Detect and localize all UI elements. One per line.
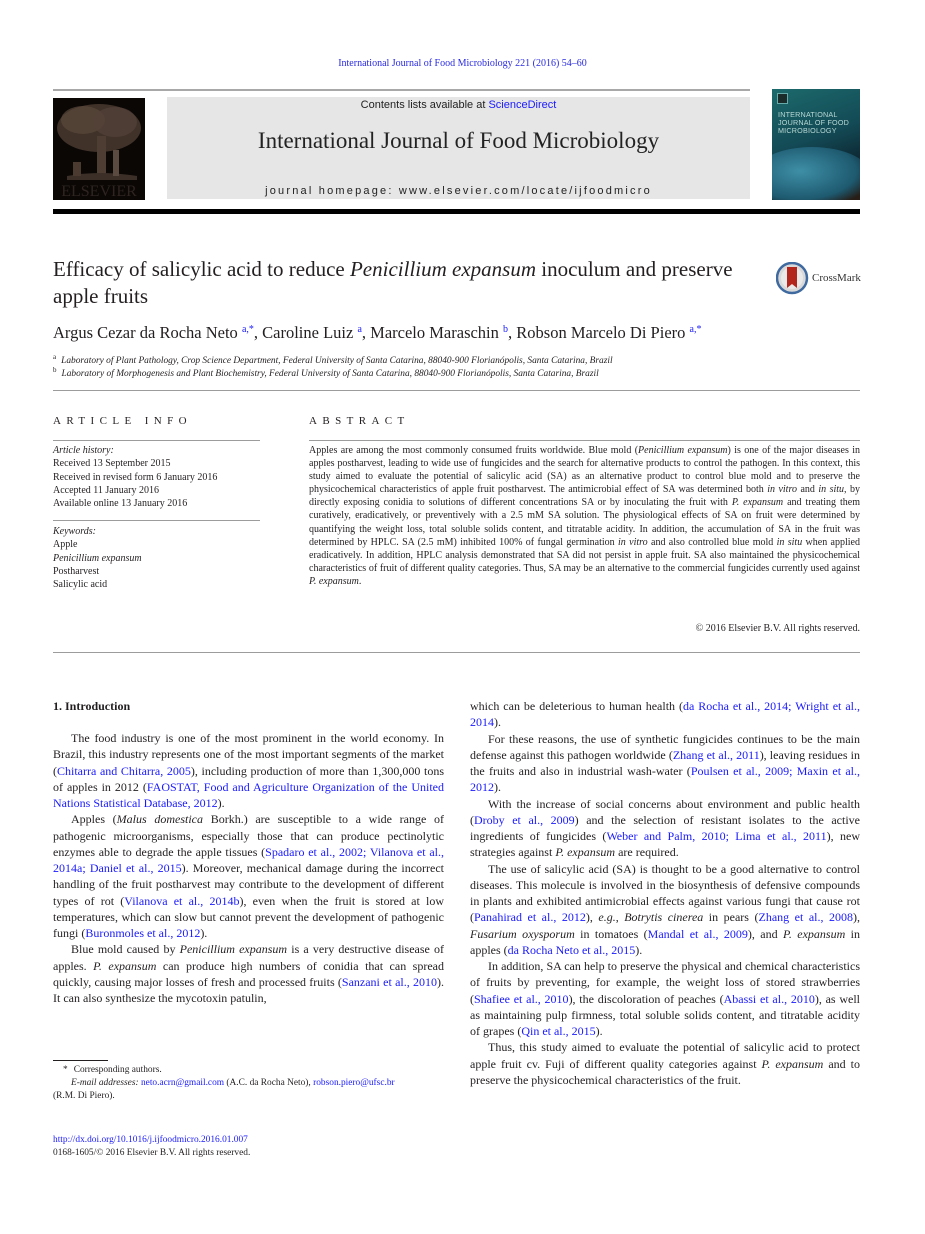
text-run: ). bbox=[635, 942, 643, 957]
email-label: E-mail addresses: bbox=[71, 1078, 139, 1088]
citation-link[interactable]: Panahirad et al., 2012 bbox=[474, 910, 586, 925]
elsevier-tree-icon bbox=[53, 98, 145, 200]
italic-text: Malus domestica bbox=[116, 812, 204, 827]
text-run: ), and bbox=[747, 926, 784, 941]
citation-link[interactable]: Spadaro et al., 2002; Vilanova et al., 2014a; Daniel et al., 2015 bbox=[53, 844, 444, 875]
paragraph bbox=[470, 698, 860, 731]
author-affil-mark[interactable]: b bbox=[503, 324, 509, 335]
paragraph bbox=[470, 1039, 860, 1088]
section-heading-introduction: 1. Introduction bbox=[53, 699, 131, 713]
divider bbox=[53, 390, 860, 391]
author-name[interactable]: Argus Cezar da Rocha Neto bbox=[53, 323, 238, 342]
text-run: Apples are among the most commonly consumed fruits worldwide. Blue mold ( bbox=[309, 445, 639, 456]
journal-citation-link[interactable]: International Journal of Food Microbiology 221 (2016) 54–60 bbox=[338, 58, 587, 69]
italic-text: P. expansum bbox=[783, 926, 846, 941]
crossmark-label[interactable]: CrossMark bbox=[812, 272, 861, 284]
text-run: in pears ( bbox=[703, 910, 759, 925]
italic-text: P. expansum bbox=[731, 497, 784, 509]
text-run: ), bbox=[585, 910, 599, 925]
text-run: ). bbox=[595, 1024, 603, 1038]
text-run: Blue mold caused by bbox=[71, 942, 180, 957]
text-run: ). bbox=[200, 926, 208, 940]
citation-link[interactable]: Chitarra and Chitarra, 2005 bbox=[57, 763, 191, 778]
italic-text: Fusarium oxysporum bbox=[470, 926, 575, 941]
citation-link[interactable]: Poulsen et al., 2009; Maxin et al., 2012 bbox=[470, 764, 860, 795]
italic-text: P. expansum bbox=[309, 575, 359, 587]
journal-homepage[interactable]: journal homepage: www.elsevier.com/locate/ijfoodmicro bbox=[265, 185, 652, 197]
paragraph bbox=[470, 861, 860, 959]
text-run: , bbox=[615, 910, 625, 925]
citation-link[interactable]: Weber and Palm, 2010; Lima et al., 2011 bbox=[606, 829, 827, 843]
italic-text: P. expansum bbox=[761, 1056, 824, 1071]
text-run: ), the discoloration of peaches ( bbox=[568, 991, 724, 1006]
history-online: Available online 13 January 2016 bbox=[53, 498, 188, 510]
text-run: ), as well as maintaining pulp firmness, total soluble solids content, and titratable acidity of grapes ( bbox=[470, 991, 860, 1038]
citation-link[interactable]: Droby et al., 2009 bbox=[474, 812, 575, 827]
cover-title: INTERNATIONAL JOURNAL OF FOOD MICROBIOLOGY bbox=[778, 110, 850, 135]
crossmark-icon bbox=[776, 262, 810, 296]
footnote-rule bbox=[53, 1060, 108, 1061]
author-name[interactable]: Marcelo Maraschin bbox=[370, 323, 499, 342]
text-run: and to preserve the physicochemical characteristics of the fruit. bbox=[470, 1056, 860, 1087]
text-run: With the increase of social concerns about environment and public health ( bbox=[470, 796, 860, 827]
author-name[interactable]: Caroline Luiz bbox=[262, 323, 354, 342]
keyword: Postharvest bbox=[53, 565, 100, 577]
affiliation-b: $^b$ Laboratory of Morphogenesis and Plant Biochemistry, Federal University of Santa Catarina, 88040-900 Florianópolis, Santa Catarina, Brazil bbox=[53, 366, 599, 380]
journal-name: International Journal of Food Microbiology bbox=[257, 128, 660, 153]
text-run: can produce high numbers of conidia that can spread quickly, causing major losses of fresh and processed fruits ( bbox=[53, 958, 444, 989]
body-column-left bbox=[53, 730, 444, 1006]
history-accepted: Accepted 11 January 2016 bbox=[53, 484, 159, 496]
text-run: ), new strategies against bbox=[470, 829, 860, 860]
paragraph bbox=[470, 796, 860, 861]
author-affil-mark[interactable]: a bbox=[357, 324, 362, 335]
citation-link[interactable]: Shafiee et al., 2010 bbox=[474, 991, 569, 1006]
paragraph bbox=[470, 731, 860, 796]
body-column-right bbox=[470, 698, 860, 1088]
keyword: Penicillium expansum bbox=[53, 552, 142, 564]
text-run: ). bbox=[217, 796, 225, 810]
keywords-label: Keywords: bbox=[53, 526, 96, 537]
article-info-heading: ARTICLE INFO bbox=[53, 415, 192, 427]
journal-cover-image bbox=[772, 89, 860, 200]
header-top-rule bbox=[53, 89, 750, 91]
abstract-heading: ABSTRACT bbox=[309, 415, 410, 427]
citation-link[interactable]: Zhang et al., 2011 bbox=[672, 747, 760, 762]
keyword: Apple bbox=[53, 539, 78, 551]
text-run: which can be deleterious to human health ( bbox=[470, 699, 684, 713]
text-run: Borkh.) are susceptible to a wide range of pathogenic microorganisms, especially those that can produce pectinolytic enzymes able to degrade the apple tissues ( bbox=[53, 812, 444, 859]
divider bbox=[309, 440, 860, 441]
article-history bbox=[53, 444, 217, 510]
italic-text: in situ bbox=[776, 536, 803, 548]
doi-block bbox=[53, 1134, 250, 1160]
sciencedirect-link[interactable]: ScienceDirect bbox=[488, 99, 557, 111]
email-link[interactable]: robson.piero@ufsc.br bbox=[313, 1078, 395, 1088]
text-run: For these reasons, the use of synthetic fungicides continues to be the main defense against this pathogen worldwide ( bbox=[470, 731, 860, 762]
paragraph bbox=[470, 958, 860, 1039]
elsevier-logo bbox=[53, 98, 145, 200]
citation-link[interactable]: Sanzani et al., 2010 bbox=[341, 974, 437, 989]
text-run: and treating them curatively, eradicatively, or preventively with a 2.5 mM SA solution. The physiological effects of SA on fruit were determined by quantifying the weight loss, total soluble solids content, and titratable acidity. In addition, the accumulation of SA in the fruit was determined by HPLC. SA (2.5 mM) inhibited 100% of fungal germination bbox=[309, 497, 860, 548]
email-owner: (A.C. da Rocha Neto), bbox=[224, 1078, 314, 1088]
divider bbox=[53, 652, 860, 653]
author-list: Argus Cezar da Rocha Neto $^{a,*}$, Caroline Luiz $^a$, Marcelo Maraschin $^b$, Robson Marcelo Di Piero $^{a,*}$ bbox=[53, 323, 702, 342]
citation-link[interactable]: da Rocha et al., 2014; Wright et al., 2014 bbox=[470, 699, 861, 730]
history-revised: Received in revised form 6 January 2016 bbox=[53, 471, 218, 483]
citation-link[interactable]: FAOSTAT, Food and Agriculture Organization of the United Nations Statistical Database, 2012 bbox=[53, 779, 445, 810]
text-run: in tomatoes ( bbox=[574, 926, 648, 941]
paragraph bbox=[53, 730, 444, 811]
text-run: ). bbox=[494, 715, 501, 730]
text-run: and bbox=[796, 484, 819, 496]
italic-text: in vitro bbox=[618, 536, 648, 548]
doi-link[interactable]: http://dx.doi.org/10.1016/j.ijfoodmicro.2016.01.007 bbox=[53, 1135, 248, 1145]
text-run: In addition, SA can help to preserve the physical and chemical characteristics of fruits by preventing, for example, the weight loss of stored strawberries ( bbox=[470, 959, 860, 1006]
author-affil-mark[interactable]: a,* bbox=[689, 324, 702, 335]
text-run: in apples ( bbox=[470, 926, 861, 957]
text-run: ) and the selection of resistant isolates to the active ingredients of fungicides ( bbox=[470, 812, 860, 843]
issn-copyright: 0168-1605/© 2016 Elsevier B.V. All rights reserved. bbox=[53, 1148, 251, 1158]
citation-link[interactable]: Zhang et al., 2008 bbox=[758, 910, 854, 925]
text-run: ). bbox=[494, 780, 501, 795]
text-run: when applied eradicatively. In addition, HPLC analysis demonstrated that SA did not persist in apple fruit. SA also maintained the physicochemical characteristics of fruit of different quality categories. Thus, SA may be an alternative to the commercial fungicides currently used against bbox=[309, 536, 860, 574]
keyword: Salicylic acid bbox=[53, 579, 108, 591]
author-name[interactable]: Robson Marcelo Di Piero bbox=[516, 323, 686, 342]
text-run: ). Moreover, mechanical damage during the incorrect handling of the fruit postharvest may contribute to the development of different types of rot ( bbox=[53, 861, 445, 908]
italic-text: P. expansum bbox=[93, 958, 157, 973]
italic-text: Penicillium expansum bbox=[638, 445, 728, 456]
italic-text: in vitro bbox=[767, 484, 797, 496]
email-link[interactable]: neto.acrn@gmail.com bbox=[140, 1078, 225, 1088]
paragraph bbox=[53, 941, 444, 1006]
author-affil-mark[interactable]: a,* bbox=[241, 324, 254, 335]
text-run: ). It can also synthesize the mycotoxin patulin, bbox=[53, 974, 444, 1005]
text-run: ), including production of more than 1,300,000 tons of apples in 2012 ( bbox=[53, 763, 444, 794]
text-run: is a very destructive disease of apples. bbox=[53, 942, 444, 973]
elsevier-wordmark: ELSEVIER bbox=[61, 183, 137, 200]
footnotes bbox=[53, 1064, 453, 1103]
affiliation-a: $^a$ Laboratory of Plant Pathology, Crop Science Department, Federal University of Santa Catarina, 88040-900 Florianópolis, Santa Catarina, Brazil bbox=[53, 353, 613, 367]
text-run: ), leaving residues in the fruits and also in industrial wash-water ( bbox=[470, 747, 860, 778]
paragraph bbox=[53, 811, 444, 941]
citation-link[interactable]: Qin et al., 2015 bbox=[521, 1024, 596, 1038]
italic-text: e.g. bbox=[598, 910, 616, 925]
contents-line bbox=[167, 99, 750, 111]
text-run: . bbox=[358, 575, 362, 587]
email-owner: (R.M. Di Piero). bbox=[53, 1091, 115, 1101]
abstract-copyright: © 2016 Elsevier B.V. All rights reserved. bbox=[695, 623, 860, 634]
keywords bbox=[53, 525, 142, 591]
abstract-text bbox=[309, 444, 860, 588]
citation-link[interactable]: Buronmoles et al., 2012 bbox=[85, 926, 201, 940]
header-bottom-rule bbox=[53, 209, 860, 214]
contents-prefix: Contents lists available at bbox=[360, 99, 489, 111]
history-received: Received 13 September 2015 bbox=[53, 458, 171, 470]
text-run: ), bbox=[853, 910, 861, 925]
text-run: are required. bbox=[615, 845, 679, 860]
corresponding-note: Corresponding authors. bbox=[73, 1065, 162, 1075]
italic-text: in situ bbox=[818, 484, 845, 496]
article-history-label: Article history: bbox=[53, 445, 114, 456]
text-run: The use of salicylic acid (SA) is thought to be a good alternative to control diseases. This molecule is involved in the biosynthesis of defensive compounds in plants and exhibited antimicrobial effects against various fungi that cause rot ( bbox=[470, 861, 860, 925]
citation-link[interactable]: da Rocha Neto et al., 2015 bbox=[507, 942, 636, 957]
text-run: ) is one of the major diseases in apples postharvest, leading to wide use of fungicides and the search for alternative products to control the pathogen. In this context, this study aimed to evaluate the potential of salicylic acid (SA) as an alternative product to control blue mold and to preserve the physicochemical characteristics of apple fruit postharvest. The antimicrobial effect of SA was determined both bbox=[309, 445, 861, 496]
italic-text: Penicillium expansum bbox=[179, 942, 288, 957]
citation-link[interactable]: Abassi et al., 2010 bbox=[723, 991, 815, 1006]
italic-text: Botrytis cinerea bbox=[624, 910, 704, 925]
cover-elsevier-icon bbox=[777, 93, 788, 104]
text-run: The food industry is one of the most prominent in the world economy. In Brazil, this industry represents one of the most important segments of the market ( bbox=[53, 731, 444, 778]
divider bbox=[53, 520, 260, 521]
cover-micrograph bbox=[772, 147, 860, 200]
citation-link[interactable]: Vilanova et al., 2014b bbox=[124, 893, 240, 908]
footnote-star: * bbox=[63, 1065, 68, 1075]
text-run: ), even when the fruit is stored at low temperatures, which can slow but cannot prevent the development of pathogenic fungi ( bbox=[53, 893, 445, 940]
citation-link[interactable]: Mandal et al., 2009 bbox=[647, 926, 748, 941]
italic-text: P. expansum bbox=[555, 845, 616, 860]
text-run: Thus, this study aimed to evaluate the potential of salicylic acid to protect apple fruit cv. Fuji of different quality categories against bbox=[470, 1040, 860, 1071]
text-run: Apples ( bbox=[71, 812, 117, 827]
text-run: , by directly exposing conidia to solutions of different concentrations SA or by inoculating the fruit with bbox=[309, 484, 861, 509]
divider bbox=[53, 440, 260, 441]
article-title: Efficacy of salicylic acid to reduce Penicillium expansum inoculum and preserve apple fruits bbox=[53, 257, 733, 308]
text-run: and also controlled blue mold bbox=[647, 536, 777, 548]
